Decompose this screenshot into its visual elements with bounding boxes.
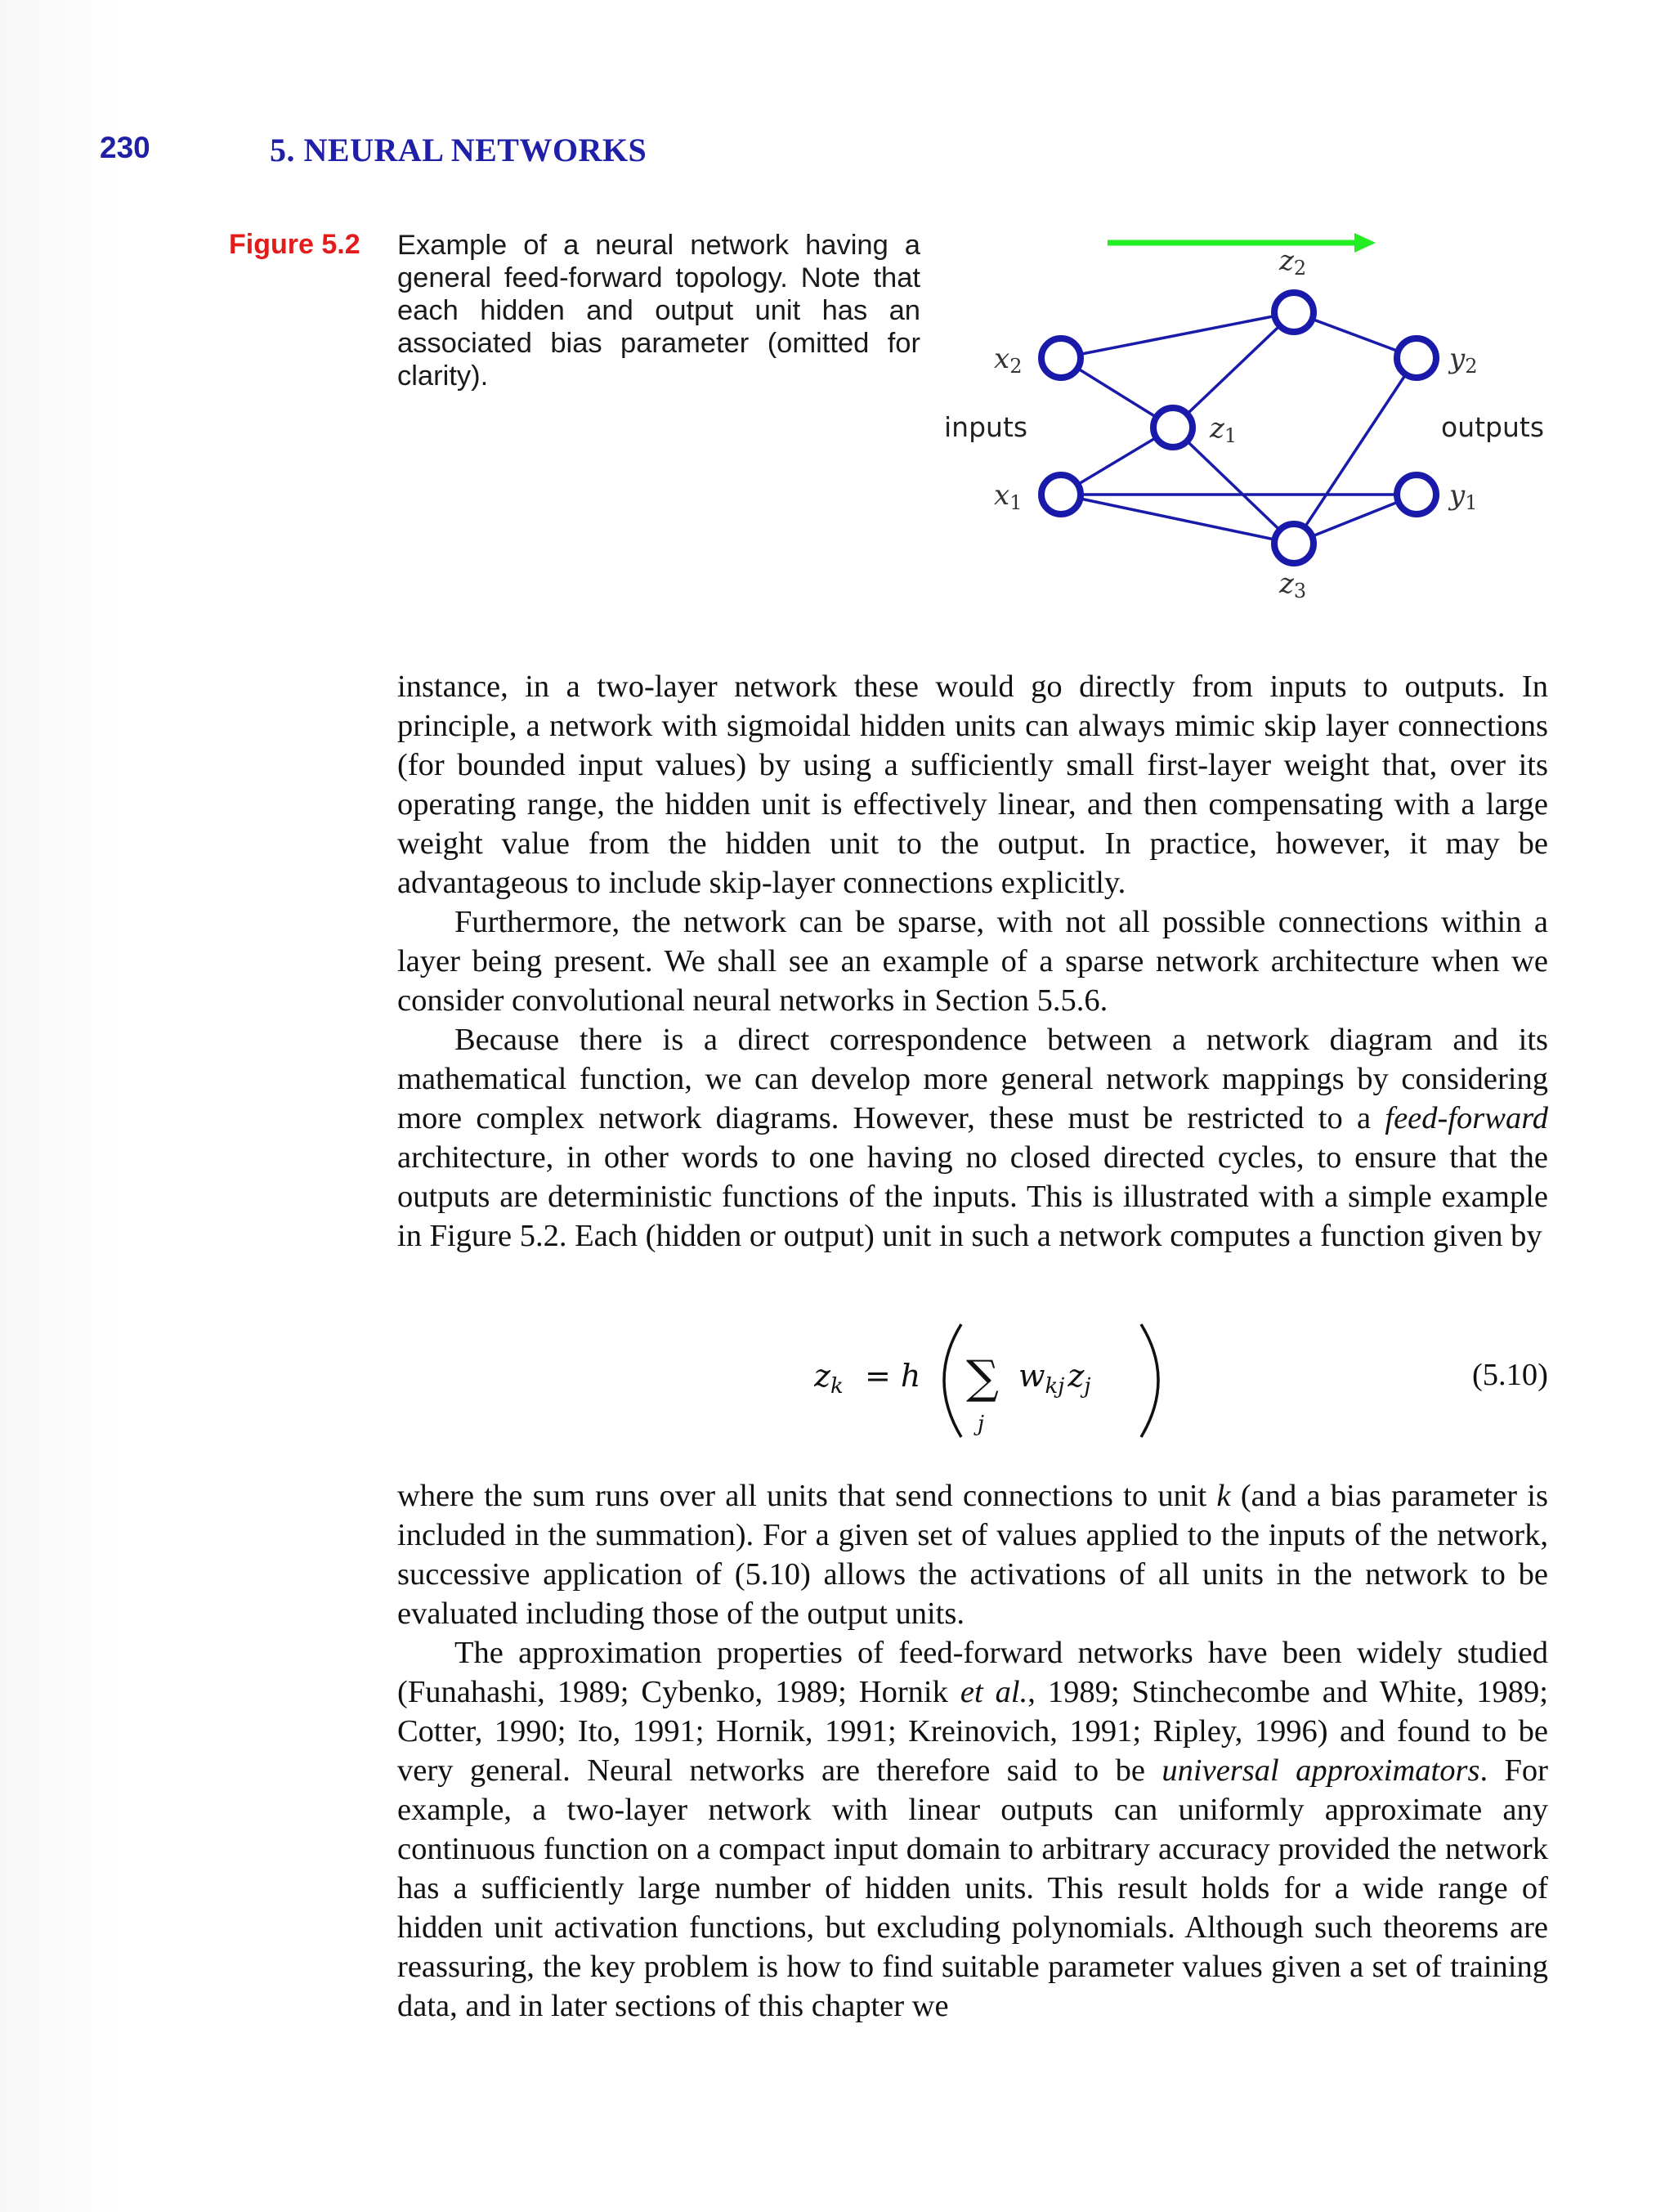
label-y2: y2 <box>1449 343 1478 378</box>
eq-lhs: $z_k$ <box>814 1358 844 1399</box>
node-x2 <box>1041 338 1081 378</box>
body-text-lower <box>397 1476 1548 2026</box>
body-text-upper <box>397 667 1548 1256</box>
edge-x2-z2 <box>1061 312 1294 358</box>
label-z1: z1 <box>1210 412 1238 447</box>
eq-term: $w_{kj}$ $z_j$ <box>1018 1358 1091 1399</box>
page-number: 230 <box>100 131 150 164</box>
network-edges <box>1061 312 1417 544</box>
edge-x1-z3 <box>1061 495 1294 544</box>
equation-body <box>814 1308 1223 1447</box>
figure-caption: Example of a neural network having a general feed-forward topology. Note that each hidden and output unit has an associated bias parameter (omitted for clarity). <box>397 230 920 392</box>
network-diagram <box>924 221 1569 613</box>
edge-z3-y2 <box>1294 358 1417 544</box>
equation-5-10 <box>397 1308 1548 1447</box>
label-z2: z2 <box>1279 244 1307 280</box>
node-y2 <box>1397 338 1436 378</box>
arrow-head <box>1354 233 1376 253</box>
chapter-title: 5. NEURAL NETWORKS <box>270 132 647 168</box>
eq-equals-h: = h <box>865 1358 921 1394</box>
node-y1 <box>1397 475 1436 514</box>
eq-left-paren <box>944 1324 961 1437</box>
outputs-label: outputs <box>1441 411 1545 443</box>
network-nodes <box>1041 293 1436 563</box>
paragraph-3: Because there is a direct correspondence between a network diagram and its mathematical function, we can develop more general network mappings by considering more complex network diagrams. However, these must be restricted to a feed-forward architecture, in other words to one having no closed directed cycles, to ensure that the outputs are deterministic functions of the inputs. This is illustrated with a simple example in Figure 5.2. Each (hidden or output) unit in such a network computes a function given by <box>397 1023 1548 1253</box>
inputs-label: inputs <box>944 411 1028 443</box>
math-k: k <box>1216 1479 1231 1513</box>
emphasis-et-al: et al. <box>960 1675 1028 1709</box>
paragraph-2: Furthermore, the network can be sparse, with not all possible connections within a layer being present. We shall see an example of a sparse network architecture when we consider convolutional neural networks in Section 5.5.6. <box>397 905 1548 1018</box>
flow-direction-arrow <box>1108 233 1376 253</box>
label-y1: y1 <box>1449 479 1478 514</box>
edge-z1-z2 <box>1173 312 1294 428</box>
paragraph-1: instance, in a two-layer network these would go directly from inputs to outputs. In principle, a network with sigmoidal hidden units can always mimic skip layer connections (for bounded input values) by using a sufficiently small first-layer weight that, over its operating range, the hidden unit is effectively linear, and then compensating with a large weight value from the hidden unit to the output. In practice, however, it may be advantageous to include skip-layer connections explicitly. <box>397 669 1548 900</box>
node-x1 <box>1041 475 1081 514</box>
emphasis-universal-approximators: universal approximators <box>1162 1753 1480 1788</box>
eq-right-paren <box>1141 1324 1158 1437</box>
node-z3 <box>1274 524 1314 563</box>
paragraph-5: The approximation properties of feed-forward networks have been widely studied (Funahashi, 1989; Cybenko, 1989; Hornik et al., 1989; Stinchecombe and White, 1989; Cotter, 1990; Ito, 1991; Hornik, 1991; Kreinovich, 1991; Ripley, 1996) and found to be very general. Neural networks are therefore said to be universal approximators. For example, a two-layer network with linear outputs can uniformly approximate any continuous function on a compact input domain to arbitrary accuracy provided the network has a sufficiently large number of hidden units. This result holds for a wide range of hidden unit activation functions, but excluding polynomials. Although such theorems are reassuring, the key problem is how to find suitable parameter values given a set of training data, and in later sections of this chapter we <box>397 1636 1549 2023</box>
eq-sum-index: j <box>978 1412 985 1436</box>
page-margin-shade <box>0 0 123 2212</box>
emphasis-feed-forward: feed-forward <box>1385 1101 1548 1135</box>
label-x2: x2 <box>994 343 1023 378</box>
paragraph-4: where the sum runs over all units that send connections to unit k (and a bias parameter is included in the summation). For a given set of values applied to the inputs of the network, successive application of (5.10) allows the activations of all units in the network to be evaluated including those of the output units. <box>397 1479 1548 1631</box>
node-z1 <box>1153 408 1193 447</box>
label-z3: z3 <box>1279 567 1307 602</box>
node-z2 <box>1274 293 1314 332</box>
eq-sum: ∑ <box>966 1351 999 1404</box>
label-x1: x1 <box>994 479 1023 514</box>
figure-label: Figure 5.2 <box>229 229 360 260</box>
equation-number: (5.10) <box>1471 1358 1548 1392</box>
